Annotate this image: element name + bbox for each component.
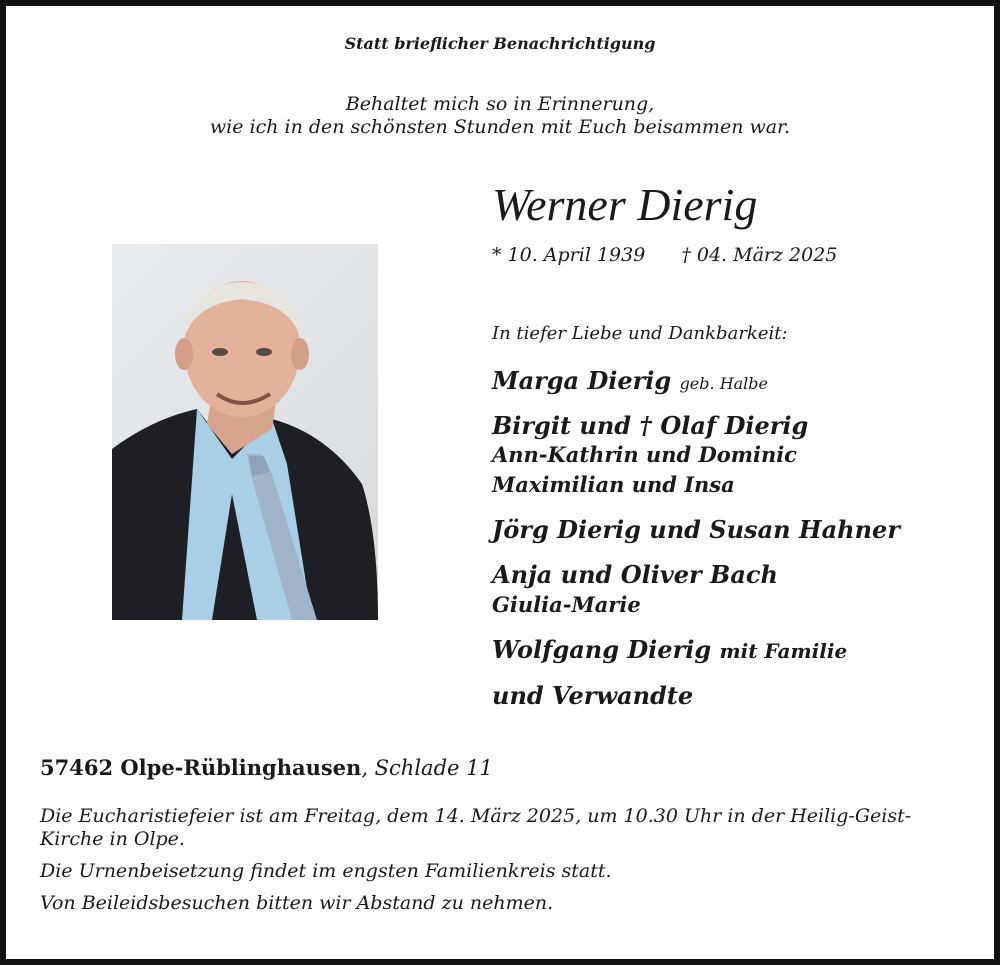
mourner-wolfgang-note: mit Familie [719, 639, 848, 663]
mourner-marga-name: Marga Dierig [492, 366, 672, 395]
info-mass: Die Eucharistiefeier ist am Freitag, dem 14. März 2025, um 10.30 Uhr in der Heilig-Geist-Kirche in Olpe. [40, 805, 912, 850]
motto-line-1: Behaltet mich so in Erinnerung, [345, 93, 655, 115]
motto-line-2: wie ich in den schönsten Stunden mit Euch beisammen war. [209, 116, 791, 138]
address-city: 57462 Olpe-Rüblinghausen [40, 755, 362, 780]
address [40, 755, 493, 780]
mourner-marga-note: geb. Halbe [679, 374, 769, 393]
death-date: † 04. März 2025 [681, 244, 838, 266]
portrait-illustration [112, 244, 378, 620]
address-street: , Schlade 11 [361, 756, 493, 780]
mourner-anja-oliver: Anja und Oliver Bach [492, 560, 778, 589]
header-note: Statt brieflicher Benachrichtigung [344, 34, 656, 53]
mourner-wolfgang [492, 635, 847, 664]
service-info [40, 805, 970, 924]
mourner-birgit-olaf: Birgit und † Olaf Dierig [492, 411, 809, 440]
mourner-wolfgang-name: Wolfgang Dierig [492, 635, 712, 664]
mourner-joerg: Jörg Dierig und Susan Hahner [492, 515, 900, 544]
mourner-maximilian: Maximilian und Insa [492, 472, 735, 497]
mourner-relatives: und Verwandte [492, 681, 694, 710]
info-visits: Von Beileidsbesuchen bitten wir Abstand zu nehmen. [40, 892, 554, 914]
mourner-marga [492, 366, 768, 395]
deceased-name: Werner Dierig [492, 179, 758, 230]
life-dates [492, 244, 837, 266]
portrait-photo [112, 244, 378, 620]
mourners-intro: In tiefer Liebe und Dankbarkeit: [492, 323, 788, 344]
birth-date: * 10. April 1939 [492, 244, 646, 266]
motto [0, 93, 1000, 139]
mourner-giulia: Giulia-Marie [492, 592, 641, 617]
mourner-ann-kathrin: Ann-Kathrin und Dominic [492, 442, 797, 467]
info-burial: Die Urnenbeisetzung findet im engsten Familienkreis statt. [40, 860, 612, 882]
